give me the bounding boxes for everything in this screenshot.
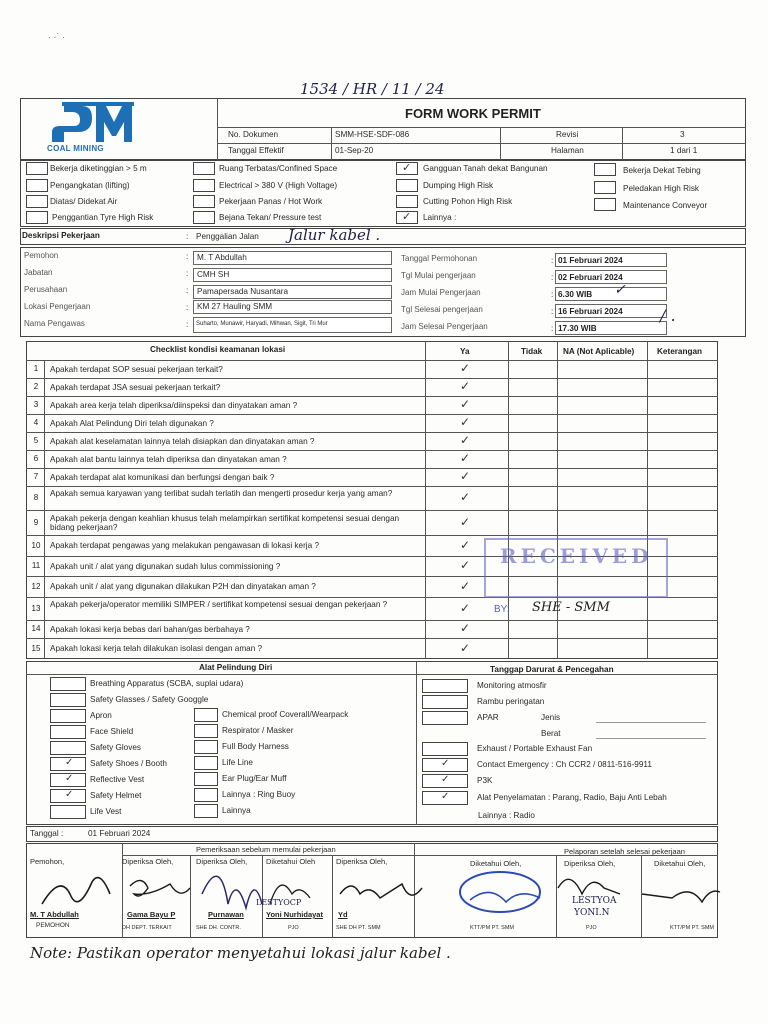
col-diperiksa-3: Diperiksa Oleh, (336, 857, 388, 866)
apd-label: Ear Plug/Ear Muff (222, 774, 287, 783)
apd-checkbox[interactable] (194, 756, 218, 770)
apd-checkbox[interactable] (194, 708, 218, 722)
checklist-question: Apakah terdapat SOP sesuai pekerjaan terkait? (50, 364, 223, 374)
signer-role: SHE DH PT. SMM (336, 925, 381, 931)
emergency-checkbox[interactable]: ✓ (422, 758, 468, 772)
col-na: NA (Not Aplicable) (563, 347, 635, 356)
deskripsi-colon: : (186, 232, 189, 241)
checklist-row-divider (26, 535, 718, 536)
checklist-question: Apakah alat bantu lainnya telah diperiksa dan dinyatakan aman ? (50, 454, 287, 464)
checklist-row-number: 14 (31, 624, 41, 633)
pengawas-label: Nama Pengawas (24, 319, 85, 328)
no-dokumen-label: No. Dokumen (228, 130, 279, 139)
checklist-question: Apakah semua karyawan yang terlibat sudah terlatih dan mengerti prosedur kerja yang aman? (50, 489, 393, 498)
apd-label: Chemical proof Coverall/Wearpack (222, 710, 349, 719)
tanggal-efektif-label: Tanggal Effektif (228, 146, 284, 155)
checklist-row-number: 10 (31, 540, 41, 550)
checklist-ya-check[interactable]: ✓ (460, 379, 471, 393)
checklist-row-divider (26, 414, 718, 415)
tanggal-value: 01 Februari 2024 (88, 829, 151, 838)
checklist-row-divider (26, 450, 718, 451)
apd-label: Lainnya (222, 806, 251, 815)
colon: : (186, 320, 189, 329)
apd-label: Life Vest (90, 807, 122, 816)
signer-role: DH DEPT. TERKAIT (122, 925, 172, 931)
apd-label: Life Line (222, 758, 253, 767)
apd-checkbox[interactable]: ✓ (50, 757, 86, 771)
pemohon-value: M. T Abdullah (197, 253, 247, 262)
jam-selesai-label: Jam Selesai Pengerjaan (401, 322, 488, 331)
col-diperiksa-1: Diperiksa Oleh, (122, 857, 174, 866)
emergency-checkbox[interactable] (422, 695, 468, 709)
checklist-row-number: 15 (31, 643, 41, 653)
checklist-ya-check[interactable]: ✓ (460, 537, 471, 552)
company-logo (42, 100, 142, 148)
work-type-label: Cutting Pohon High Risk (423, 197, 513, 206)
emergency-checkbox[interactable] (422, 742, 468, 756)
apd-label: Face Shield (90, 727, 134, 736)
col-diketahui-3: Diketahui Oleh, (654, 859, 706, 868)
apd-checkbox[interactable]: ✓ (50, 789, 86, 803)
checklist-row-divider (26, 510, 718, 511)
deskripsi-frame (20, 228, 746, 245)
pengawas-value: Suharto, Munawir, Haryadi, Mihwan, Sigit, Tri Mur (196, 321, 328, 327)
handwritten-reference: 1534 / HR / 11 / 24 (300, 80, 445, 98)
work-type-checkbox[interactable] (26, 162, 48, 175)
stamp-handwritten: SHE - SMM (532, 600, 610, 615)
emergency-label: Exhaust / Portable Exhaust Fan (477, 744, 593, 753)
tgl-permohonan-value: 01 Februari 2024 (558, 256, 623, 265)
checklist-ya-check[interactable]: ✓ (460, 600, 471, 615)
col-ya: Ya (460, 347, 470, 356)
checklist-row-number: 3 (33, 400, 39, 409)
work-type-checkbox-checked[interactable]: ✓ (396, 211, 418, 224)
colon: : (551, 290, 554, 299)
pelaporan-header: Pelaporan setelah selesai pekerjaan (564, 847, 685, 856)
deskripsi-handwritten: Jalur kabel . (288, 226, 381, 244)
apd-checkbox[interactable] (50, 725, 86, 739)
checklist-row-divider (26, 432, 718, 433)
work-type-label: Electrical > 380 V (High Voltage) (219, 181, 338, 190)
scan-marks: · ·˙ · (48, 32, 65, 42)
work-type-label: Bekerja diketinggian > 5 m (50, 164, 147, 173)
checklist-question: Apakah area kerja telah diperiksa/diinspeksi dan dinyatakan aman ? (50, 400, 298, 410)
colon: : (186, 303, 189, 312)
berat-label: Berat (541, 729, 561, 738)
signer-role: PJO (288, 925, 299, 931)
handwritten-name: LESTYOCP (256, 898, 302, 907)
checklist-row-divider (26, 378, 718, 379)
signer-name: Gama Bayu P (127, 910, 176, 919)
handwritten-note: Note: Pastikan operator menyetahui lokasi jalur kabel . (30, 944, 451, 962)
work-type-label: Dumping High Risk (423, 181, 494, 190)
work-type-checkbox[interactable] (594, 198, 616, 211)
apd-label: Respirator / Masker (222, 726, 294, 735)
work-type-checkbox[interactable] (193, 179, 215, 192)
stamp-by: BY: (494, 604, 510, 615)
checklist-question: Apakah terdapat alat komunikasi dan berfungsi dengan baik ? (50, 472, 275, 482)
work-type-label: Peledakan High Risk (623, 184, 700, 193)
signer-name: Purnawan (208, 910, 244, 919)
jabatan-value: CMH SH (197, 270, 230, 279)
deskripsi-label: Deskripsi Pekerjaan (22, 231, 100, 240)
checklist-header: Checklist kondisi keamanan lokasi (150, 345, 286, 354)
jam-selesai-value: 17.30 WIB (558, 324, 597, 333)
signer-role: PEMOHON (36, 922, 70, 929)
apd-checkbox[interactable] (50, 709, 86, 723)
work-type-checkbox-checked[interactable]: ✓ (396, 162, 418, 175)
work-type-checkbox[interactable] (396, 195, 418, 208)
apd-label: Full Body Harness (222, 742, 289, 751)
col-pemohon: Pemohon, (30, 857, 65, 866)
checklist-row-number: 8 (33, 493, 39, 502)
col-diperiksa-2: Diperiksa Oleh, (196, 857, 248, 866)
signer-role: SHE DH. CONTR. (196, 925, 241, 931)
halaman-value: 1 dari 1 (670, 146, 698, 155)
revisi-value: 3 (680, 130, 685, 139)
apd-label: Safety Shoes / Booth (90, 759, 167, 768)
handwritten-name: YONI.N (574, 908, 610, 918)
work-type-label: Lainnya : (423, 213, 457, 222)
colon: : (186, 269, 189, 278)
apd-checkbox[interactable] (194, 740, 218, 754)
checklist-row-divider (26, 486, 718, 487)
checklist-row-divider (26, 396, 718, 397)
emergency-checkbox[interactable] (422, 679, 468, 693)
halaman-label: Halaman (551, 146, 584, 155)
checklist-row-number: 2 (33, 382, 39, 391)
checklist-ya-check[interactable]: ✓ (460, 640, 471, 655)
checklist-question: Apakah lokasi kerja telah dilakukan isolasi dengan aman ? (50, 644, 263, 653)
emergency-header: Tanggap Darurat & Pencegahan (490, 665, 614, 674)
jenis-label: Jenis (541, 713, 561, 722)
work-type-checkbox[interactable] (26, 195, 48, 208)
checklist-row-divider (26, 360, 718, 361)
checklist-ya-check[interactable]: ✓ (460, 361, 471, 375)
apd-checkbox[interactable] (50, 693, 86, 707)
colon: : (551, 273, 554, 282)
colon: : (186, 286, 189, 295)
emergency-label: Contact Emergency : Ch CCR2 / 0811-516-9911 (477, 760, 652, 769)
checklist-row-number: 9 (33, 517, 39, 527)
tanggal-label: Tanggal : (30, 829, 64, 838)
work-type-label: Pekerjaan Panas / Hot Work (219, 197, 323, 206)
work-type-checkbox[interactable] (26, 211, 48, 224)
checklist-row-divider (26, 620, 718, 621)
apd-label: Reflective Vest (90, 775, 145, 784)
checklist-ya-check[interactable]: ✓ (460, 490, 471, 504)
work-type-label: Penggantian Tyre High Risk (52, 213, 154, 222)
checklist-row-divider (26, 638, 718, 639)
signer-role: PJO (586, 925, 597, 931)
checklist-question: Apakah Alat Pelindung Diri telah digunakan ? (50, 418, 214, 428)
emergency-label: APAR (477, 713, 499, 722)
checklist-row-number: 6 (33, 454, 39, 463)
logo-caption: COAL MINING (47, 144, 104, 153)
emergency-label: Rambu peringatan (477, 697, 545, 706)
col-tidak: Tidak (521, 347, 543, 356)
pemohon-label: Pemohon (24, 251, 59, 260)
lokasi-value: KM 27 Hauling SMM (197, 302, 273, 311)
work-type-label: Bekerja Dekat Tebing (623, 166, 701, 175)
tgl-selesai-value: 16 Februari 2024 (558, 307, 623, 316)
checklist-ya-check[interactable]: ✓ (460, 558, 471, 572)
col-diketahui-2: Diketahui Oleh, (470, 859, 522, 868)
work-type-checkbox[interactable] (594, 163, 616, 176)
jam-mulai-label: Jam Mulai Pengerjaan (401, 288, 481, 297)
signer-name: Yoni Nurhidayat (266, 910, 323, 919)
handwritten-slash-mark: / . (660, 306, 676, 325)
apd-label: Lainnya : Ring Buoy (222, 790, 296, 799)
apd-checkbox[interactable] (194, 804, 218, 818)
apd-label: Safety Gloves (90, 743, 141, 752)
apd-checkbox[interactable] (194, 788, 218, 802)
work-type-checkbox[interactable] (594, 181, 616, 194)
tgl-mulai-value: 02 Februari 2024 (558, 273, 623, 282)
apd-header: Alat Pelindung Diri (199, 663, 273, 672)
checklist-ya-check[interactable]: ✓ (460, 578, 471, 593)
emergency-label: P3K (477, 776, 493, 785)
jam-mulai-value: 6.30 WIB (558, 290, 593, 299)
received-stamp (484, 538, 668, 598)
checklist-question: Apakah terdapat pengawas yang melakukan pengawasan di lokasi kerja ? (50, 541, 320, 550)
apd-checkbox[interactable] (50, 805, 86, 819)
signer-name: Yd (338, 910, 348, 919)
emergency-lainnya: Lainnya : Radio (478, 811, 535, 820)
checklist-row-number: 7 (33, 472, 39, 481)
handwritten-name: LESTYOA (572, 896, 617, 906)
work-type-checkbox[interactable] (396, 179, 418, 192)
tgl-permohonan-label: Tanggal Permohonan (401, 254, 478, 263)
checklist-question: Apakah unit / alat yang digunakan dilakukan P2H dan dinyatakan aman ? (50, 582, 316, 591)
apd-checkbox[interactable]: ✓ (50, 773, 86, 787)
apd-checkbox[interactable] (194, 724, 218, 738)
checklist-question: Apakah lokasi kerja bebas dari bahan/gas berbahaya ? (50, 624, 250, 634)
colon: : (551, 324, 554, 333)
perusahaan-value: Pamapersada Nusantara (197, 287, 289, 296)
emergency-checkbox[interactable]: ✓ (422, 791, 468, 805)
emergency-checkbox[interactable] (422, 711, 468, 725)
checklist-row-number: 1 (33, 364, 39, 373)
checklist-ya-check[interactable]: ✓ (460, 621, 471, 635)
checklist-ya-check[interactable]: ✓ (460, 469, 471, 483)
work-type-checkbox[interactable] (193, 162, 215, 175)
checklist-question: Apakah alat keselamatan lainnya telah disiapkan dan dinyatakan aman ? (50, 436, 315, 446)
checklist-row-number: 13 (31, 603, 41, 613)
col-diperiksa-4: Diperiksa Oleh, (564, 859, 616, 868)
emergency-checkbox[interactable]: ✓ (422, 774, 468, 788)
apd-label: Apron (90, 711, 112, 720)
checklist-row-divider (26, 468, 718, 469)
checklist-ya-check[interactable]: ✓ (460, 397, 471, 411)
signer-role: KTT/PM PT. SMM (670, 925, 714, 931)
jabatan-label: Jabatan (24, 268, 53, 277)
work-type-label: Pengangkatan (lifting) (50, 181, 130, 190)
checklist-row-number: 12 (31, 581, 41, 591)
colon: : (551, 256, 554, 265)
tanggal-efektif-value: 01-Sep-20 (335, 146, 374, 155)
deskripsi-value: Penggalian Jalan (196, 232, 259, 241)
signer-name: M. T Abdullah (30, 910, 79, 919)
apd-checkbox[interactable] (50, 677, 86, 691)
revisi-label: Revisi (556, 130, 579, 139)
lokasi-label: Lokasi Pengerjaan (24, 302, 91, 311)
work-type-checkbox[interactable] (193, 211, 215, 224)
no-dokumen-value: SMM-HSE-SDF-086 (335, 130, 410, 139)
work-type-label: Ruang Terbatas/Confined Space (219, 164, 338, 173)
work-type-checkbox[interactable] (193, 195, 215, 208)
tgl-mulai-label: Tgl Mulai pengerjaan (401, 271, 476, 280)
form-title: FORM WORK PERMIT (405, 106, 541, 121)
checklist-ya-check[interactable]: ✓ (460, 451, 471, 465)
perusahaan-label: Perusahaan (24, 285, 68, 294)
signer-role: KTT/PM PT. SMM (470, 925, 514, 931)
col-diketahui-1: Diketahui Oleh (266, 857, 316, 866)
checklist-row-number: 11 (31, 561, 41, 570)
work-type-label: Diatas/ Didekat Air (50, 197, 118, 206)
col-keterangan: Keterangan (657, 347, 703, 356)
colon: : (551, 307, 554, 316)
checklist-row-number: 4 (33, 418, 39, 427)
work-type-checkbox[interactable] (26, 179, 48, 192)
emergency-label: Alat Penyelamatan : Parang, Radio, Baju Anti Lebah (477, 793, 667, 802)
checklist-row-number: 5 (33, 436, 39, 445)
work-type-label: Gangguan Tanah dekat Bangunan (423, 164, 548, 173)
pemeriksaan-header: Pemeriksaan sebelum memulai pekerjaan (196, 845, 336, 854)
checklist-ya-check[interactable]: ✓ (460, 415, 471, 429)
apd-label: Breathing Apparatus (SCBA, suplai udara) (90, 679, 244, 688)
checklist-question: Apakah unit / alat yang digunakan sudah lulus commissioning ? (50, 561, 281, 571)
checklist-question: Apakah pekerja dengan keahlian khusus telah melampirkan sertifikat kompetensi sesuai dengan bidang pekerjaan? (50, 513, 400, 532)
stamp-text: RECEIVED (500, 544, 653, 568)
checklist-question: Apakah terdapat JSA sesuai pekerjaan terkait? (50, 382, 221, 392)
work-type-label: Maintenance Conveyor (623, 201, 708, 210)
emergency-label: Monitoring atmosfir (477, 681, 547, 690)
checklist-ya-check[interactable]: ✓ (460, 433, 471, 447)
checklist-ya-check[interactable]: ✓ (460, 514, 471, 529)
apd-checkbox[interactable] (50, 741, 86, 755)
apd-label: Safety Glasses / Safety Googgle (90, 695, 209, 704)
checklist-question: Apakah pekerja/operator memiliki SIMPER / sertifikat kompetensi sesuai dengan pekerjaan ? (50, 599, 388, 609)
apd-checkbox[interactable] (194, 772, 218, 786)
tgl-selesai-label: Tgl Selesai pengerjaan (401, 305, 483, 314)
apd-label: Safety Helmet (90, 791, 142, 800)
work-type-label: Bejana Tekan/ Pressure test (219, 213, 322, 222)
handwritten-check-mark: ✓ (614, 282, 626, 298)
colon: : (186, 252, 189, 261)
